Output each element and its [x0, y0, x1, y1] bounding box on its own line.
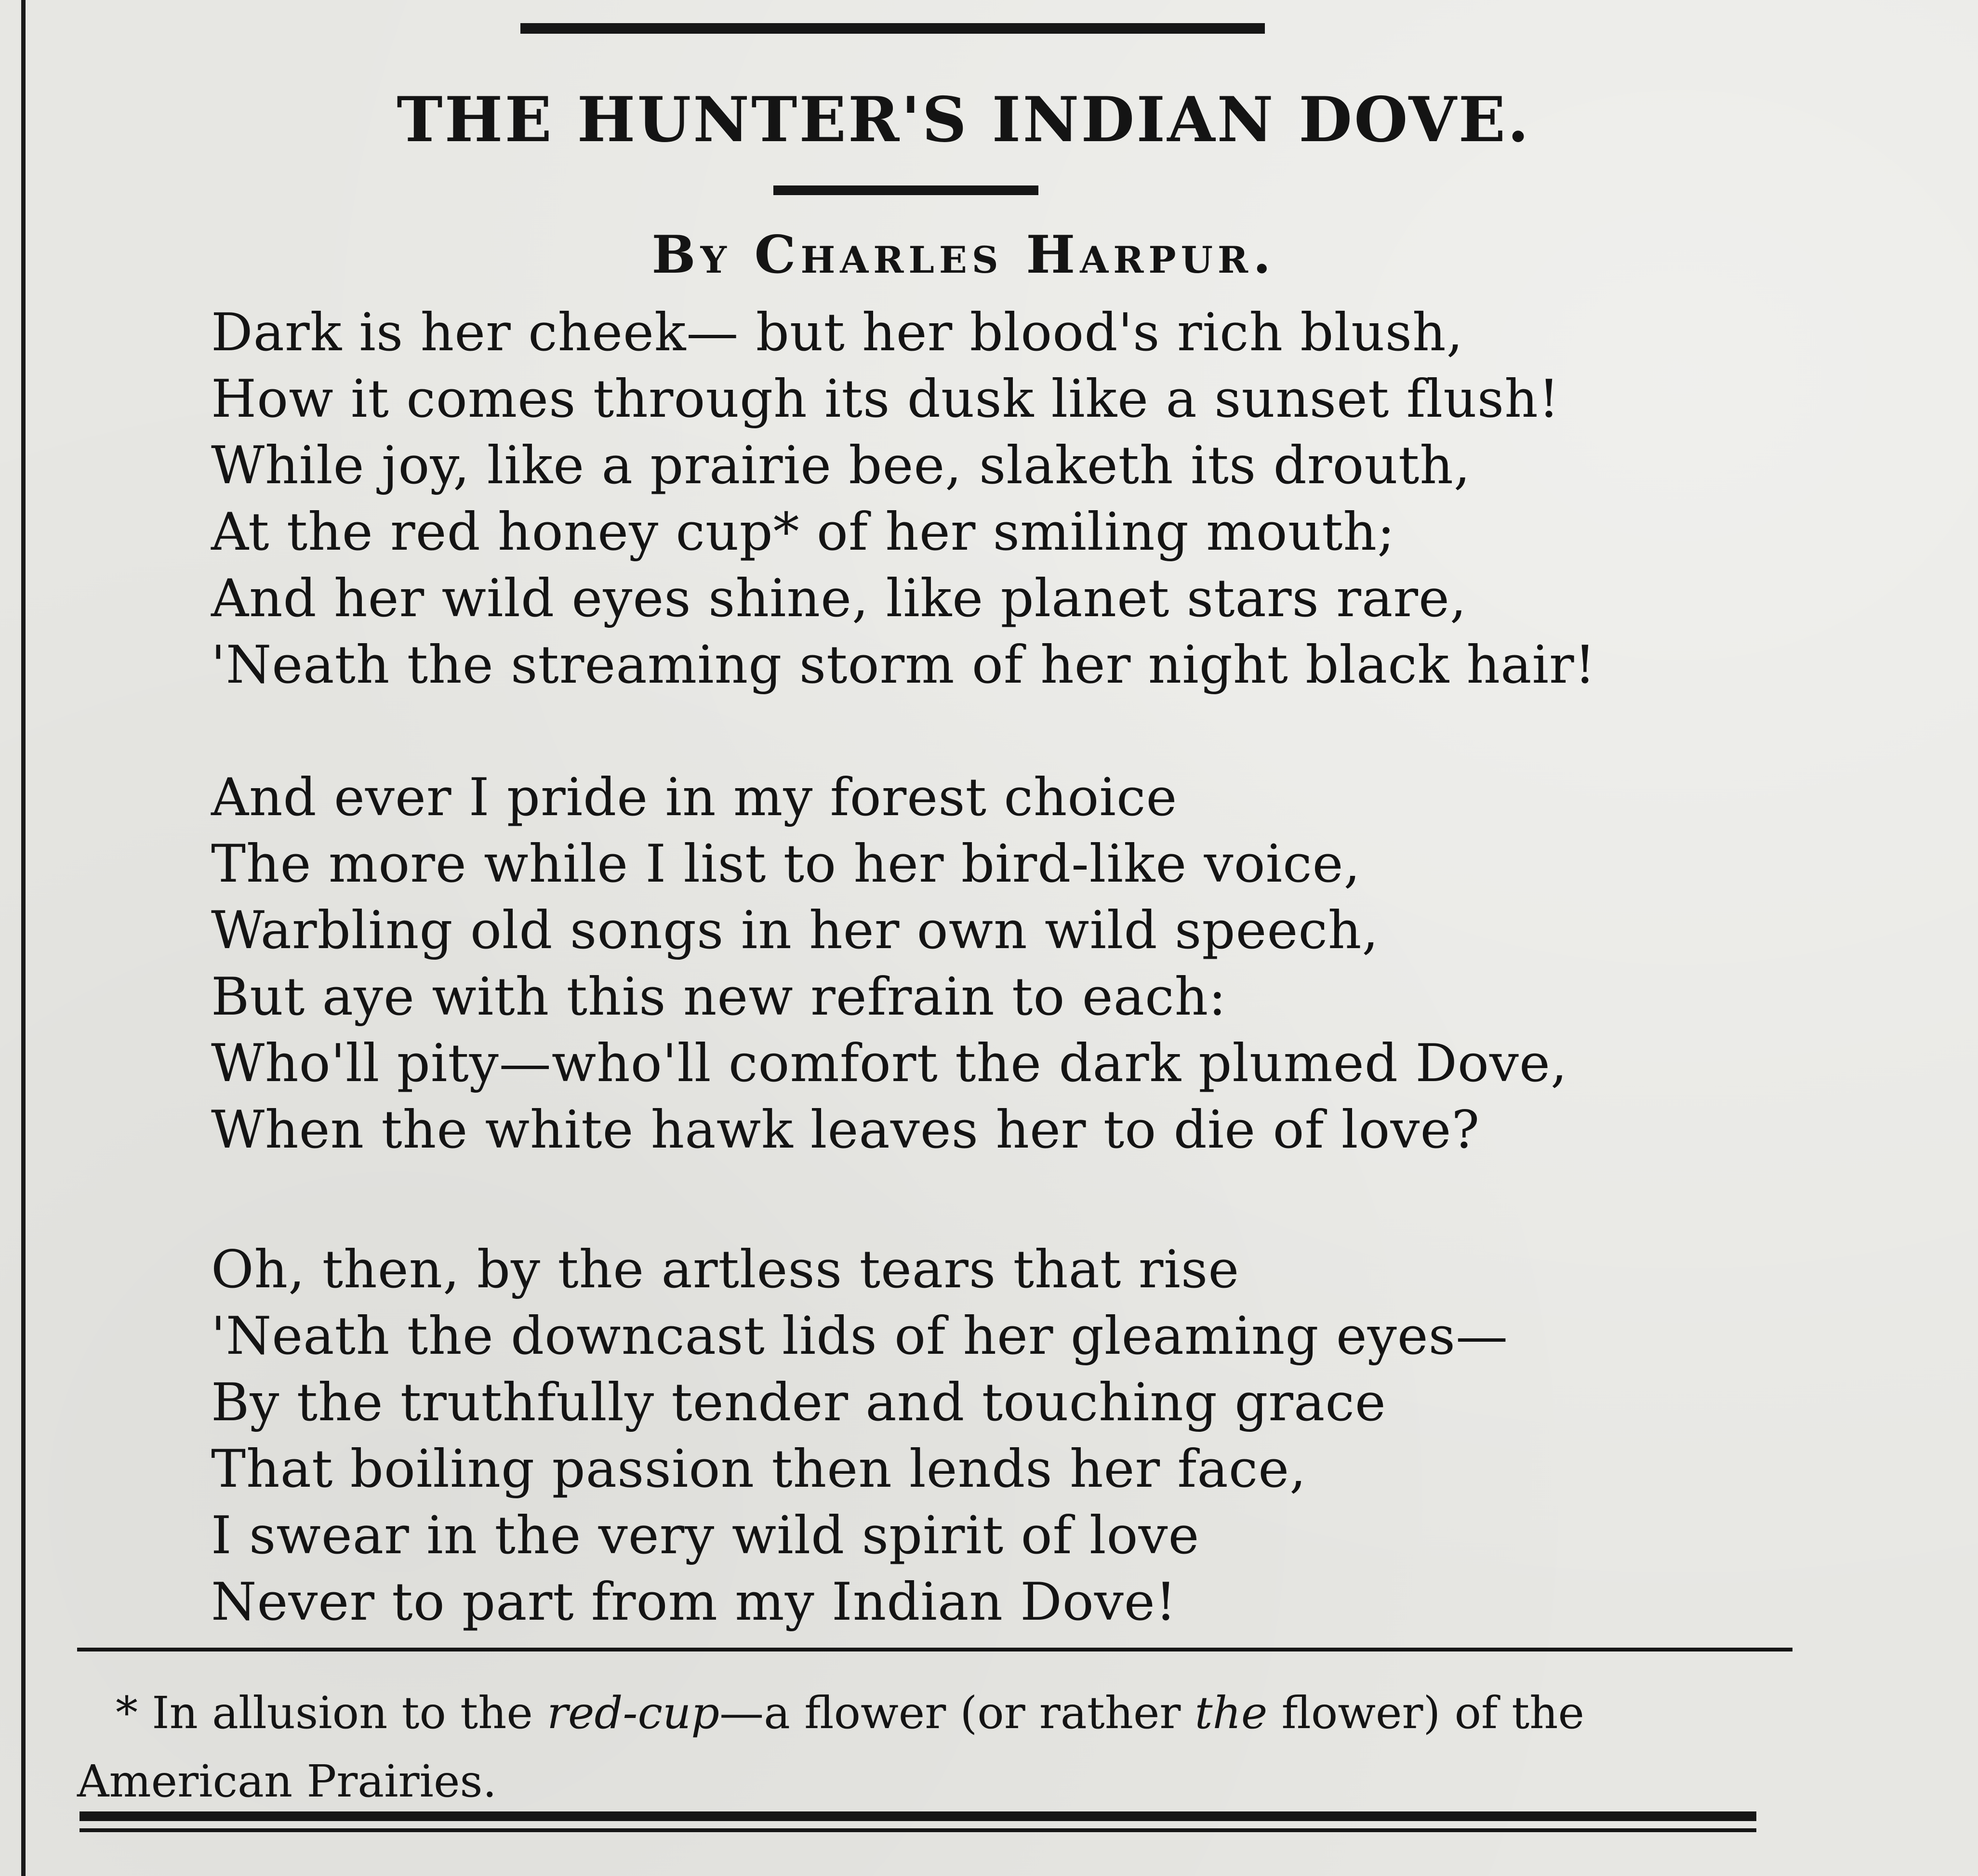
footnote [77, 1679, 1812, 1816]
footnote-italic-the: the [1195, 1687, 1268, 1739]
footnote-line-2: American Prairies. [77, 1756, 497, 1807]
poem-line: Who'll pity—who'll comfort the dark plumed Dove, [211, 1033, 1568, 1094]
poem-line: That boiling passion then lends her face, [211, 1439, 1307, 1499]
footnote-text-after: flower) of the [1267, 1687, 1584, 1739]
poem-line: Dark is her cheek— but her blood's rich blush, [211, 303, 1463, 363]
poem-line: When the white hawk leaves her to die of love? [211, 1100, 1480, 1160]
title-underline-rule [773, 185, 1038, 195]
footnote-text-before: In allusion to the [152, 1687, 547, 1739]
poem-line: At the red honey cup* of her smiling mouth; [211, 502, 1395, 562]
footnote-separator-rule [77, 1648, 1792, 1651]
top-rule [520, 23, 1265, 34]
poem-line: The more while I list to her bird-like voice, [211, 834, 1361, 894]
poem-line: 'Neath the streaming storm of her night black hair! [211, 635, 1596, 695]
poem-line: I swear in the very wild spirit of love [211, 1506, 1200, 1566]
stanza-2 [211, 765, 1567, 1163]
poem-line: Oh, then, by the artless tears that rise [211, 1240, 1240, 1300]
poem-byline: By Charles Harpur. [651, 225, 1276, 285]
poem-line: Warbling old songs in her own wild speech, [211, 900, 1379, 961]
poem-line: And her wild eyes shine, like planet stars rare, [211, 568, 1467, 629]
poem-line: Never to part from my Indian Dove! [211, 1572, 1177, 1632]
poem-line: And ever I pride in my forest choice [211, 767, 1178, 828]
column-divider-rule [21, 0, 26, 1876]
footnote-italic-red-cup: red-cup [547, 1687, 720, 1739]
footnote-line-1 [77, 1679, 1812, 1747]
stanza-1 [211, 300, 1596, 699]
poem-line: By the truthfully tender and touching grace [211, 1373, 1386, 1433]
poem-line: 'Neath the downcast lids of her gleaming eyes— [211, 1306, 1509, 1366]
poem-line: While joy, like a prairie bee, slaketh its drouth, [211, 436, 1471, 496]
poem-line: But aye with this new refrain to each: [211, 967, 1227, 1027]
footnote-text-middle: —a flower (or rather [719, 1687, 1195, 1739]
footnote-marker: * [116, 1687, 138, 1739]
bottom-thick-rule [80, 1811, 1756, 1821]
bottom-thin-rule [80, 1828, 1756, 1832]
stanza-3 [211, 1237, 1508, 1636]
poem-title: THE HUNTER'S INDIAN DOVE. [397, 84, 1531, 156]
poem-line: How it comes through its dusk like a sunset flush! [211, 369, 1560, 429]
